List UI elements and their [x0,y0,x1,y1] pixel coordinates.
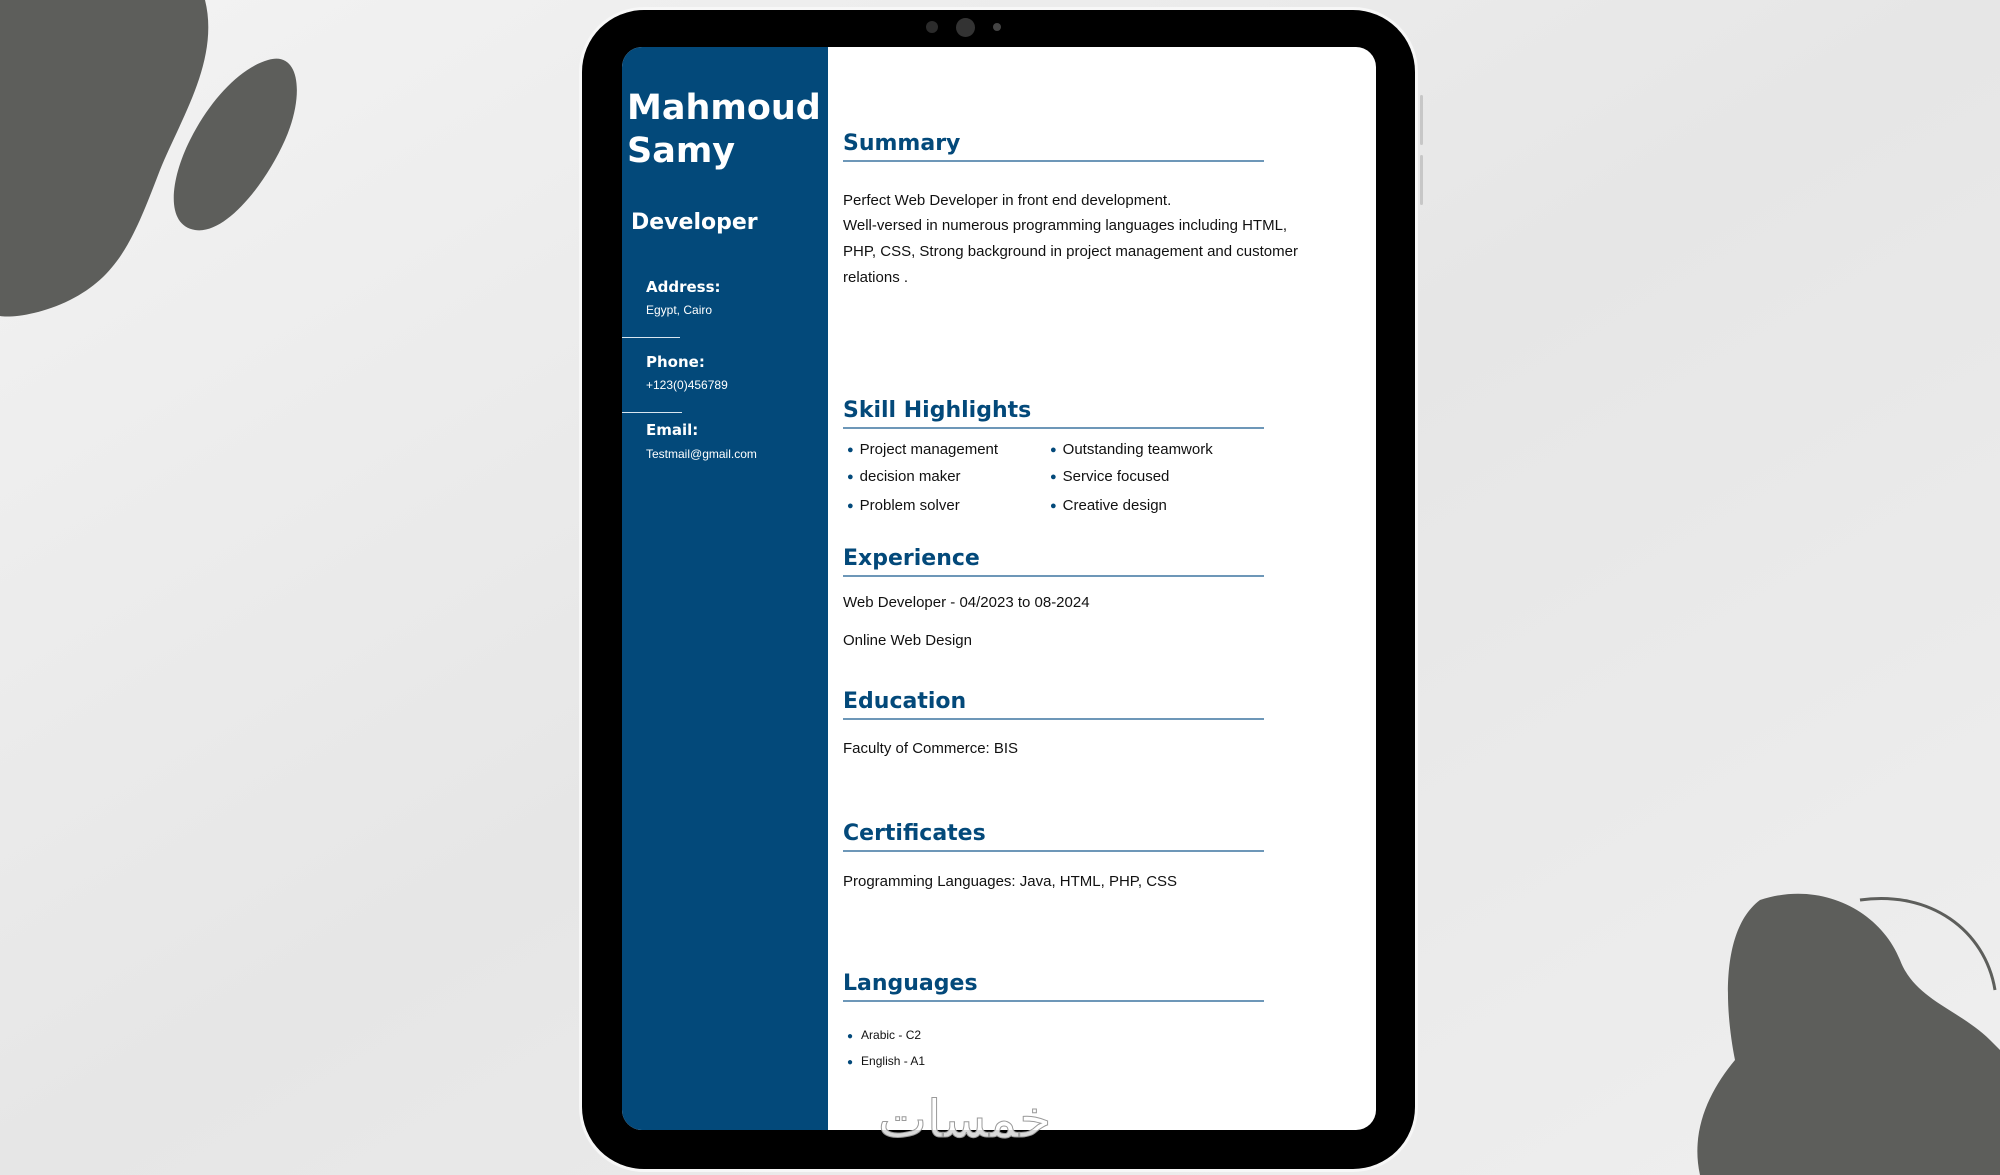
volume-button [1420,95,1423,145]
skill-item [1050,497,1167,514]
language-item [847,1028,921,1042]
camera-sensor [993,23,1001,31]
skills-heading: Skill Highlights [843,398,1264,429]
name-first: Mahmoud [627,88,821,128]
volume-button-2 [1420,155,1423,205]
languages-heading: Languages [843,971,1264,1002]
bullet-icon: ● [847,1057,854,1068]
skill-item [1050,468,1169,485]
certificates-entry: Programming Languages: Java, HTML, PHP, CSS [843,873,1178,890]
bullet-icon: ● [847,444,854,457]
bullet-icon: ● [1050,500,1057,513]
language-item [847,1054,925,1068]
bullet-icon: ● [847,1031,854,1042]
resume-screen [622,47,1376,1130]
watermark-logo: خمسات [878,1090,1052,1150]
phone-label: Phone: [646,353,705,371]
language-label: English - A1 [861,1054,926,1068]
bullet-icon: ● [1050,471,1057,484]
skill-label: decision maker [859,468,961,485]
resume-sidebar [622,47,828,1130]
certificates-heading: Certificates [843,821,1264,852]
phone-value: +123(0)456789 [646,378,728,392]
bullet-icon: ● [847,471,854,484]
bullet-icon: ● [1050,444,1057,457]
summary-heading: Summary [843,131,1264,162]
summary-line: Perfect Web Developer in front end development. [843,192,1172,209]
name-last: Samy [627,131,736,171]
education-heading: Education [843,689,1264,720]
email-value: Testmail@gmail.com [646,447,757,461]
skill-item [847,468,961,485]
experience-heading: Experience [843,546,1264,577]
bullet-icon: ● [847,500,854,513]
camera-dot [926,21,938,33]
resume-role: Developer [631,210,758,235]
email-label: Email: [646,421,699,439]
language-label: Arabic - C2 [861,1028,922,1042]
skill-item [847,497,960,514]
skill-item [1050,441,1213,458]
skill-item [847,441,998,458]
resume-name [627,87,827,173]
skill-label: Creative design [1062,497,1167,514]
contact-divider [622,412,682,413]
address-value: Egypt, Cairo [646,303,713,317]
skill-label: Project management [859,441,999,458]
skill-label: Outstanding teamwork [1062,441,1213,458]
skill-label: Service focused [1062,468,1170,485]
contact-divider [622,337,680,338]
address-label: Address: [646,278,721,296]
skill-label: Problem solver [859,497,960,514]
experience-company: Online Web Design [843,632,972,649]
summary-paragraph: Well-versed in numerous programming languages including HTML, PHP, CSS, Strong background in project management and customer relations . [843,217,1298,286]
resume-main [828,47,1376,1130]
experience-title: Web Developer - 04/2023 to 08-2024 [843,594,1090,611]
education-entry: Faculty of Commerce: BIS [843,740,1019,757]
camera-lens [956,18,975,37]
